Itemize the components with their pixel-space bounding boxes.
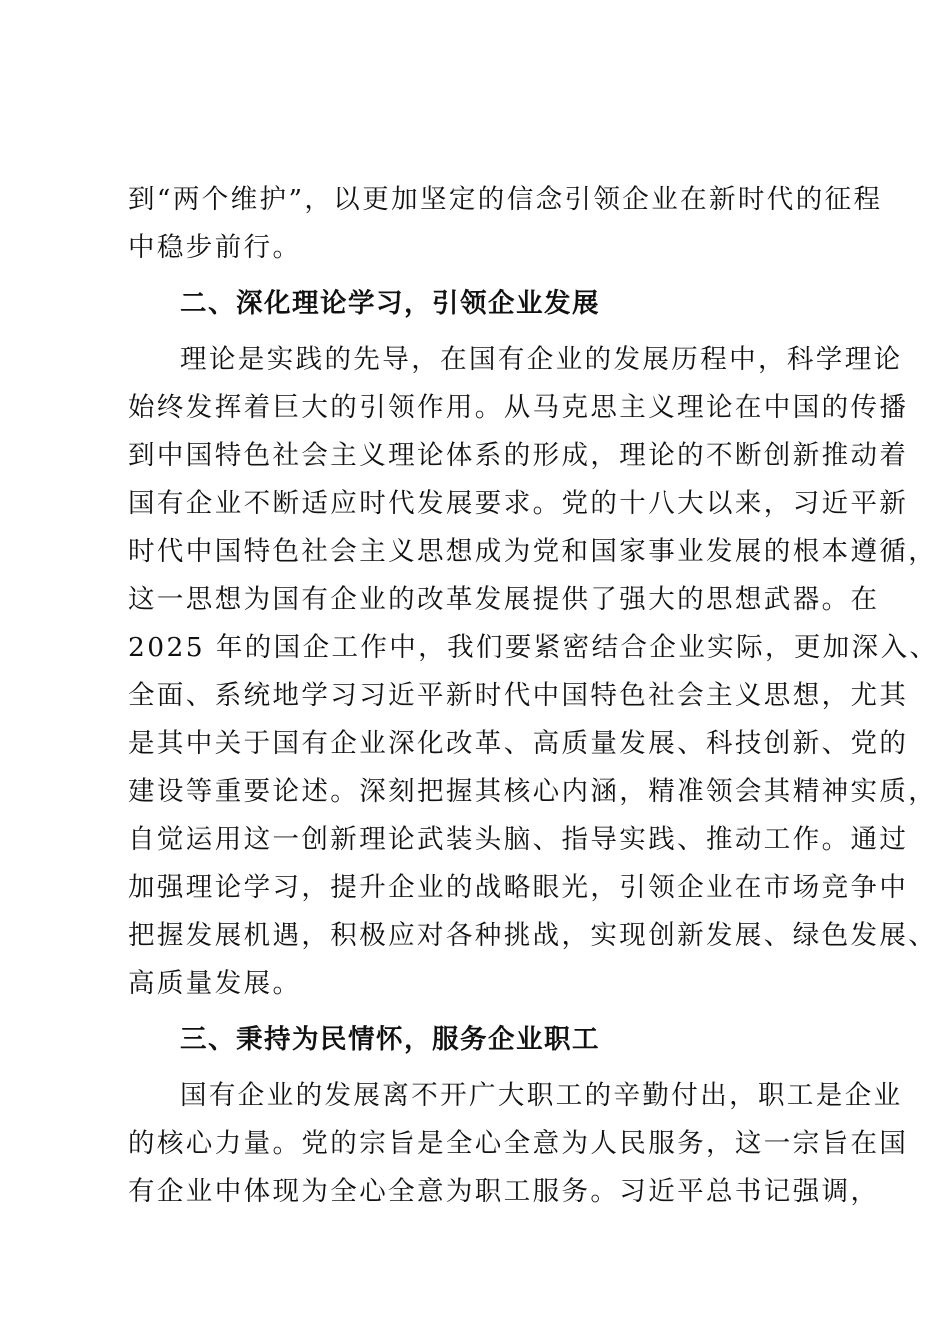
paragraph-line: 加强理论学习，提升企业的战略眼光，引领企业在市场竞争中 [128,872,909,903]
paragraph-line: 建设等重要论述。深刻把握其核心内涵，精准领会其精神实质， [128,776,938,807]
paragraph-line: 全面、系统地学习习近平新时代中国特色社会主义思想，尤其 [128,680,909,711]
paragraph-line: 2025 年的国企工作中，我们要紧密结合企业实际，更加深入、 [128,632,939,663]
section-heading: 三、秉持为民情怀，服务企业职工 [180,1024,600,1055]
paragraph-line: 始终发挥着巨大的引领作用。从马克思主义理论在中国的传播 [128,392,909,423]
paragraph-line: 是其中关于国有企业深化改革、高质量发展、科技创新、党的 [128,728,909,759]
section-heading: 二、深化理论学习，引领企业发展 [180,288,600,319]
paragraph-line: 到中国特色社会主义理论体系的形成，理论的不断创新推动着 [128,440,909,471]
paragraph-line: 高质量发展。 [128,968,302,999]
paragraph-line: 把握发展机遇，积极应对各种挑战，实现创新发展、绿色发展、 [128,920,938,951]
paragraph-line: 这一思想为国有企业的改革发展提供了强大的思想武器。在 [128,584,880,615]
paragraph-line: 到“两个维护”，以更加坚定的信念引领企业在新时代的征程 [128,184,883,215]
paragraph-line: 有企业中体现为全心全意为职工服务。习近平总书记强调， [128,1176,880,1207]
paragraph-line: 时代中国特色社会主义思想成为党和国家事业发展的根本遵循， [128,536,938,567]
paragraph-line: 自觉运用这一创新理论武装头脑、指导实践、推动工作。通过 [128,824,909,855]
paragraph-line: 理论是实践的先导，在国有企业的发展历程中，科学理论 [180,344,903,375]
paragraph-line: 的核心力量。党的宗旨是全心全意为人民服务，这一宗旨在国 [128,1128,909,1159]
paragraph-line: 国有企业不断适应时代发展要求。党的十八大以来，习近平新 [128,488,909,519]
paragraph-line: 国有企业的发展离不开广大职工的辛勤付出，职工是企业 [180,1080,903,1111]
paragraph-line: 中稳步前行。 [128,232,302,263]
